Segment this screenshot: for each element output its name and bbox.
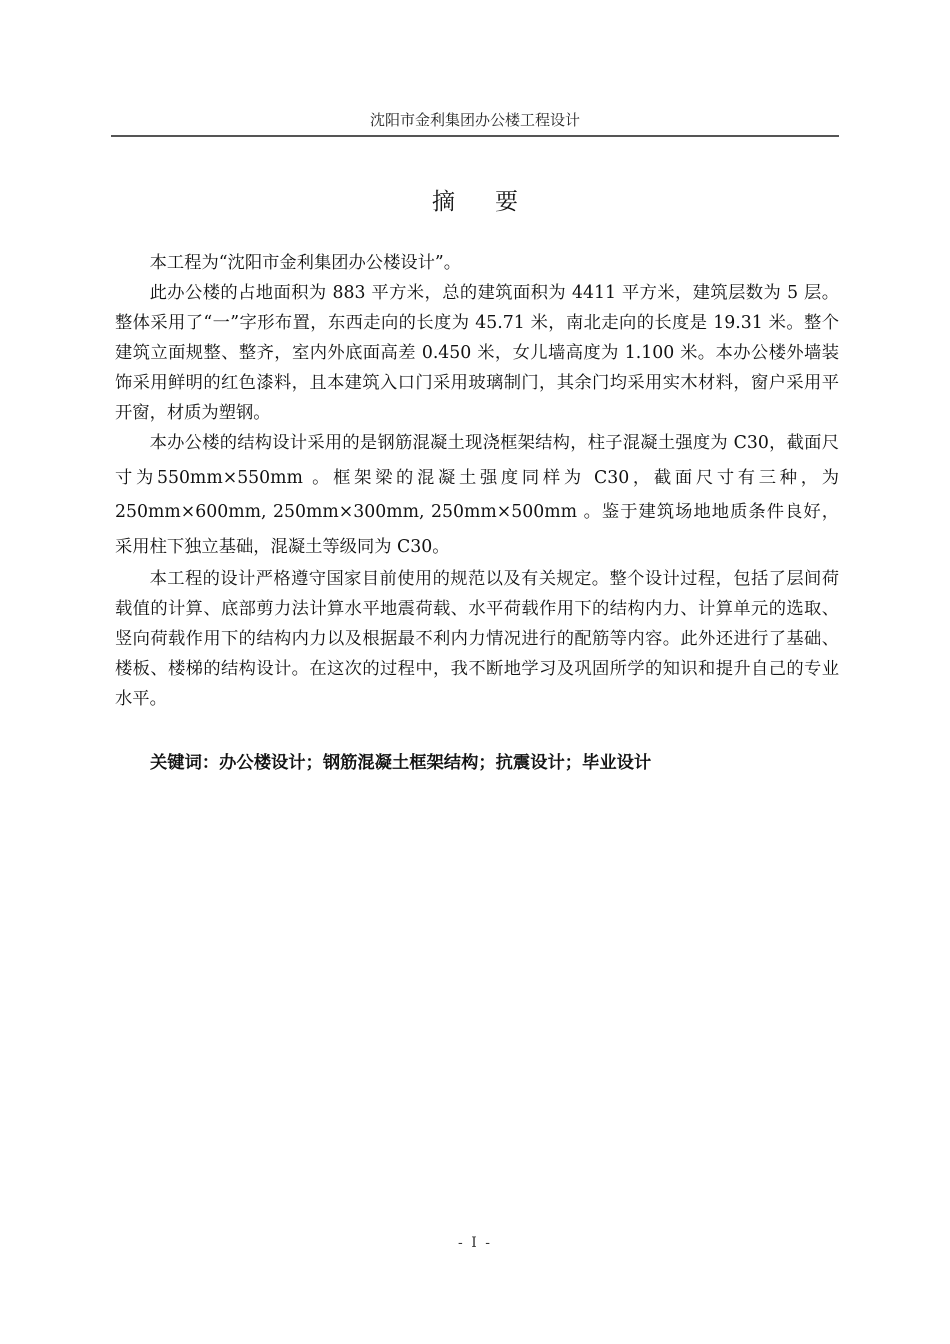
abstract-title (111, 186, 839, 218)
abstract-paragraph-structure: 本办公楼的结构设计采用的是钢筋混凝土现浇框架结构，柱子混凝土强度为 C30，截面尺寸为550mm×550mm 。框架梁的混凝土强度同样为 C30，截面尺寸有三种，为 250mm×600mm, 250mm×300mm, 250mm×500mm 。鉴于建筑场地地质条件良好，采用柱下独立基础，混凝土等级同为 C30。 (115, 433, 839, 557)
abstract-title-char-2: 要 (495, 189, 518, 215)
abstract-paragraph-intro: 本工程为“沈阳市金利集团办公楼设计”。 (149, 253, 462, 273)
page-number: - I - (458, 1235, 492, 1251)
abstract-paragraph-process: 本工程的设计严格遵守国家目前使用的规范以及有关规定。整个设计过程，包括了层间荷载值的计算、底部剪力法计算水平地震荷载、水平荷载作用下的结构内力、计算单元的选取、竖向荷载作用下的结构内力以及根据最不利内力情况进行的配筋等内容。此外还进行了基础、楼板、楼梯的结构设计。在这次的过程中，我不断地学习及巩固所学的知识和提升自己的专业水平。 (115, 569, 839, 709)
abstract-paragraph-building: 此办公楼的占地面积为 883 平方米，总的建筑面积为 4411 平方米，建筑层数为 5 层。整体采用了“一”字形布置，东西走向的长度为 45.71 米，南北走向的长度是 19.31 米。整个建筑立面规整、整齐，室内外底面高差 0.450 米，女儿墙高度为 1.100 米。本办公楼外墙装饰采用鲜明的红色漆料，且本建筑入口门采用玻璃制门，其余门均采用实木材料，窗户采用平开窗，材质为塑钢。 (115, 283, 839, 423)
abstract-body (115, 248, 839, 714)
running-header: 沈阳市金利集团办公楼工程设计 (369, 111, 580, 129)
header-rule (111, 135, 839, 137)
keywords-line: 关键词：办公楼设计；钢筋混凝土框架结构；抗震设计；毕业设计 (150, 753, 652, 773)
abstract-title-char-1: 摘 (432, 189, 455, 215)
